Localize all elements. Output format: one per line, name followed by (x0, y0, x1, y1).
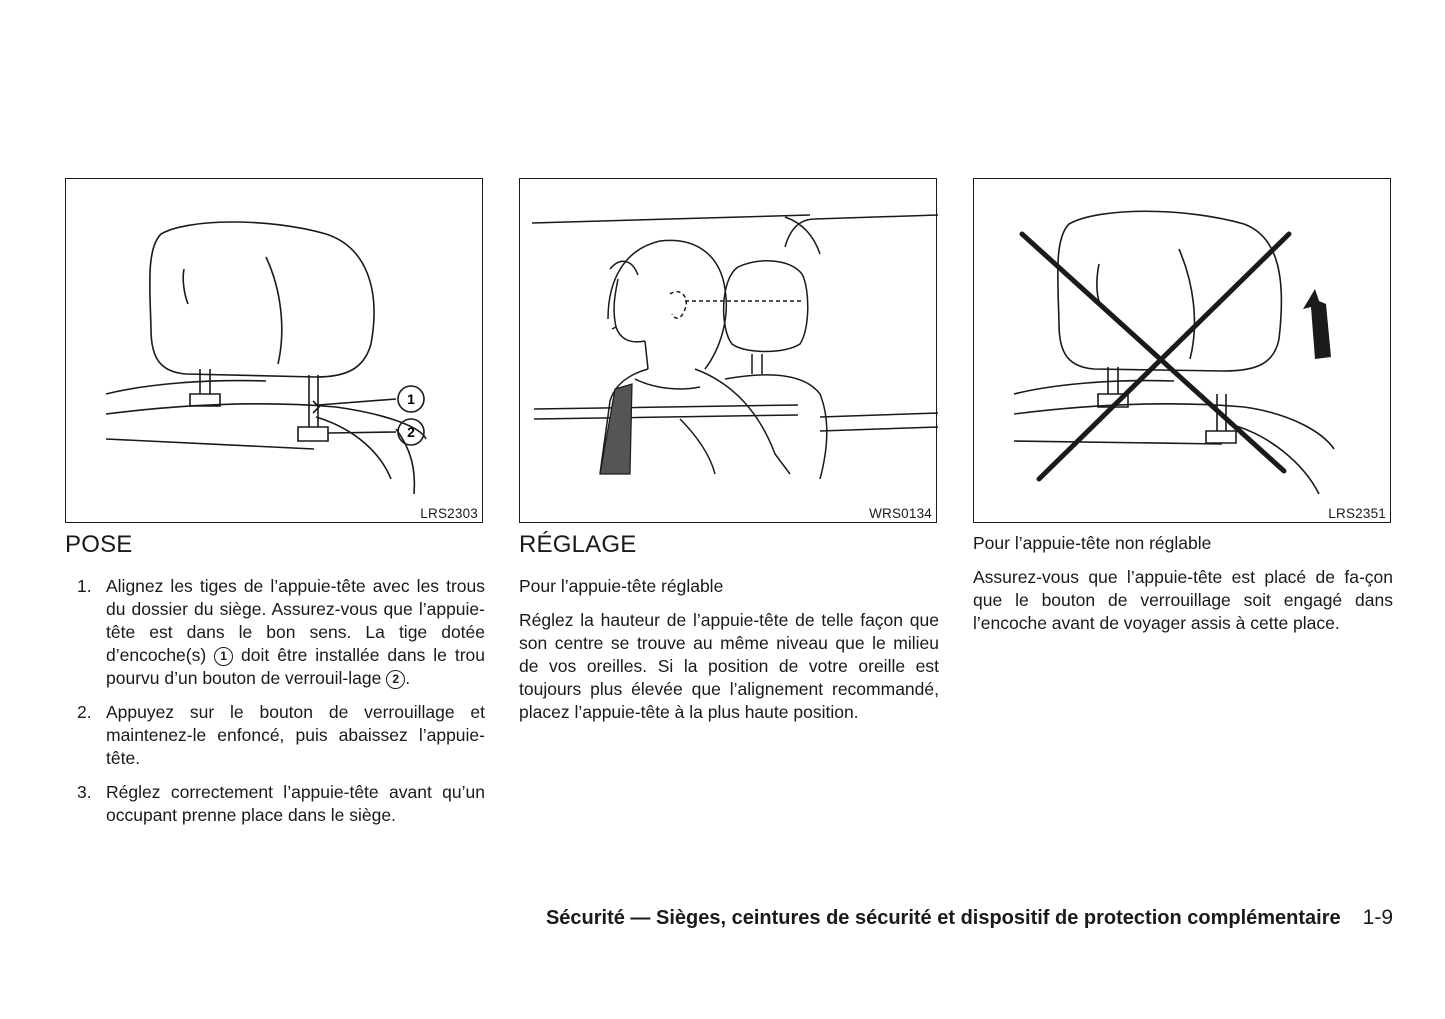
step-text: Réglez correctement l’appuie-tête avant qu’un occupant prenne place dans le siège. (106, 782, 485, 825)
step-text: Alignez les tiges de l’appuie-tête avec les trous du dossier du siège. Assurez-vous que l’appuie-tête est dans le bon sens. La tige dotée d’encoche(s) (106, 576, 485, 665)
step-number: 2. (77, 702, 92, 722)
step-number: 3. (77, 782, 92, 802)
list-item (65, 575, 485, 690)
reglage-paragraph: Réglez la hauteur de l’appuie-tête de telle façon que son centre se trouve au même niveau que le milieu de vos oreilles. Si la position de votre oreille est toujours plus élevée que l’alignement recommandé, placez l’appuie-tête à la plus haute position. (519, 610, 939, 722)
section-title-pose: POSE (65, 531, 133, 558)
figure-headrest-install (65, 178, 483, 523)
callout-mark-2: 2 (386, 670, 405, 689)
figure-headrest-adjust (519, 178, 937, 523)
step-text: . (405, 668, 411, 688)
figure-code: LRS2303 (420, 506, 478, 521)
non-reglable-subtitle: Pour l’appuie-tête non réglable (973, 533, 1212, 553)
headrest-install-illustration (66, 179, 484, 524)
figure-code: WRS0134 (869, 506, 932, 521)
callout-1: 1 (407, 391, 415, 407)
page-number: 1-9 (1362, 906, 1393, 929)
pose-steps (65, 575, 485, 827)
column-non-reglable (973, 178, 1393, 635)
headrest-adjust-illustration (520, 179, 938, 524)
figure-headrest-nonadjustable (973, 178, 1391, 523)
non-reglable-paragraph: Assurez-vous que l’appuie-tête est placé de fa-çon que le bouton de verrouillage soit engagé dans l’encoche avant de voyager assis à cette place. (973, 567, 1393, 633)
step-number: 1. (77, 576, 92, 596)
footer-section-title: Sécurité — Sièges, ceintures de sécurité et dispositif de protection complémentaire (545, 907, 1341, 929)
column-pose (65, 178, 485, 838)
list-item (65, 701, 485, 770)
callout-mark-1: 1 (214, 647, 233, 666)
figure-code: LRS2351 (1328, 506, 1386, 521)
section-title-reglage: RÉGLAGE (519, 531, 637, 558)
list-item (65, 781, 485, 827)
step-text: doit être installée dans le trou pourvu d’un bouton de verrouil-lage (106, 645, 485, 688)
page-footer (0, 906, 1393, 930)
callout-2: 2 (407, 424, 415, 440)
step-text: Appuyez sur le bouton de verrouillage et maintenez-le enfoncé, puis abaissez l’appuie-tête. (106, 702, 485, 768)
headrest-nonadjustable-illustration (974, 179, 1392, 524)
reglage-subtitle: Pour l’appuie-tête réglable (519, 576, 724, 596)
column-reglage (519, 178, 939, 724)
